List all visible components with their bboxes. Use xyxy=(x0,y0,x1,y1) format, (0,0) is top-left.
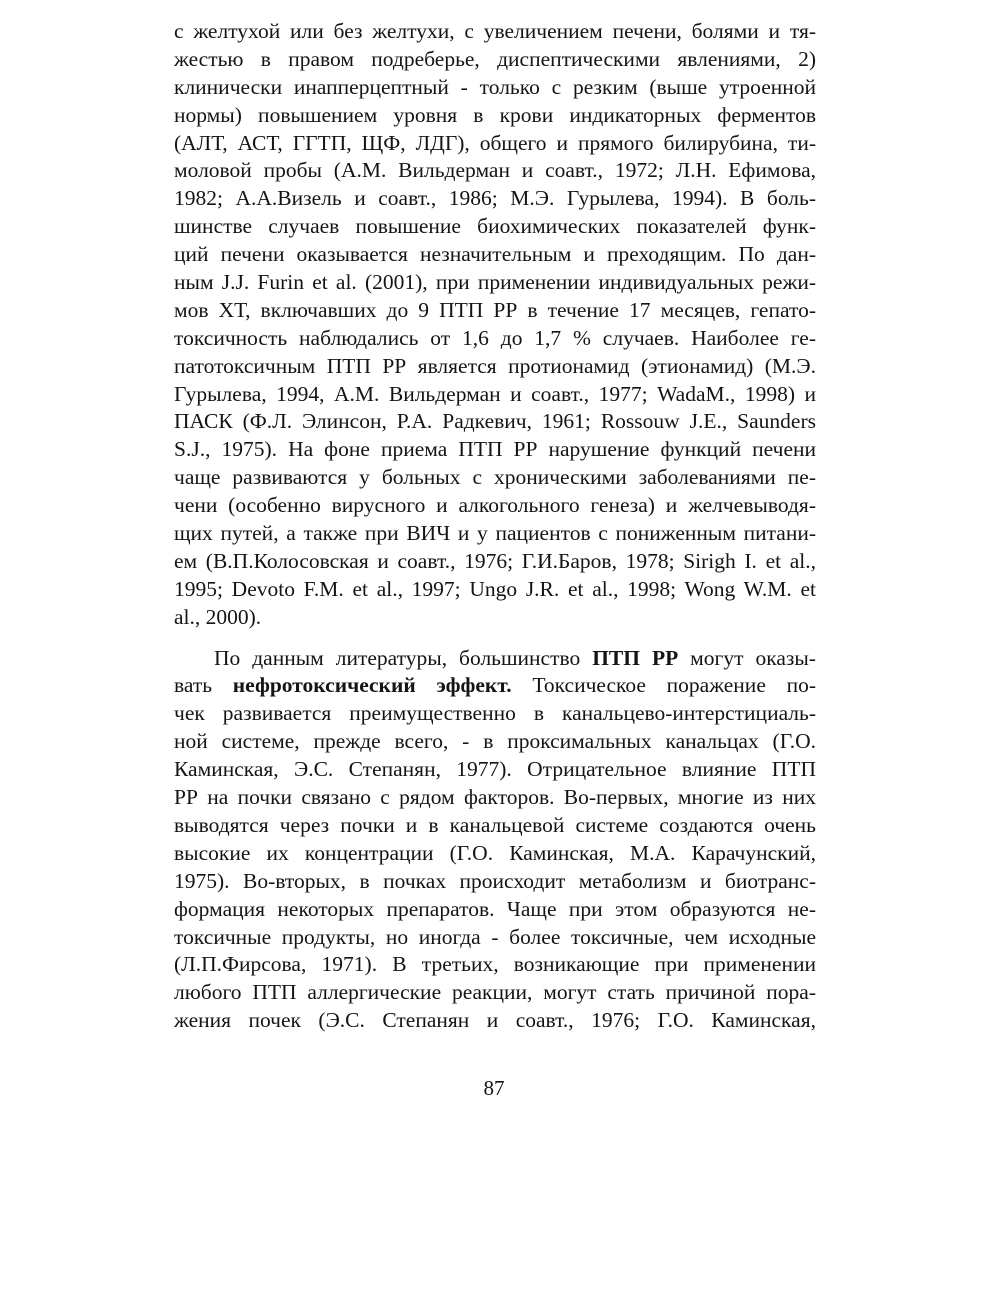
paragraph-1 xyxy=(174,18,816,632)
text-line: 1982; А.А.Визель и соавт., 1986; М.Э. Гурылева, 1994). В боль- xyxy=(174,186,816,211)
text-line: патотоксичным ПТП РР является протионамид (этионамид) (М.Э. xyxy=(174,353,816,378)
text-line: токсичность наблюдались от 1,6 до 1,7 % случаев. Наиболее ге- xyxy=(174,325,816,350)
text-line: токсичные продукты, но иногда - более токсичные, чем исходные xyxy=(174,924,816,949)
text-line: высокие их концентрации (Г.О. Каминская, М.А. Карачунский, xyxy=(174,840,816,865)
text-line: щих путей, а также при ВИЧ и у пациентов с пониженным питани- xyxy=(174,521,816,546)
text-line: чени (особенно вирусного и алкогольного генеза) и желчевыводя- xyxy=(174,493,816,518)
text-line: ной системе, прежде всего, - в проксимальных канальцах (Г.О. xyxy=(174,729,816,754)
text-line: Каминская, Э.С. Степанян, 1977). Отрицательное влияние ПТП xyxy=(174,757,816,782)
text-line: нормы) повышением уровня в крови индикаторных ферментов xyxy=(174,102,816,127)
text-line: 1995; Devoto F.M. et al., 1997; Ungo J.R. et al., 1998; Wong W.M. et xyxy=(174,576,816,601)
text-line: ем (В.П.Колосовская и соавт., 1976; Г.И.Баров, 1978; Sirigh I. et al., xyxy=(174,548,816,573)
page-number: 87 xyxy=(483,1076,505,1100)
text-line: выводятся через почки и в канальцевой системе создаются очень xyxy=(174,812,816,837)
text-line: клинически инапперцептный - только с резким (выше утроенной xyxy=(174,74,816,99)
text-line: ным J.J. Furin et al. (2001), при применении индивидуальных режи- xyxy=(174,270,816,295)
text-line: формация некоторых препаратов. Чаще при этом образуются не- xyxy=(174,896,816,921)
paragraph-2 xyxy=(174,645,816,1035)
bold-term: ПТП РР xyxy=(592,645,679,670)
text-run: могут оказы- xyxy=(678,645,816,670)
text-line: (Л.П.Фирсова, 1971). В третьих, возникающие при применении xyxy=(174,952,816,977)
text-line: ций печени оказывается незначительным и преходящим. По дан- xyxy=(174,242,816,267)
bold-term: нефротоксический эффект. xyxy=(232,673,512,698)
text-line: ПАСК (Ф.Л. Элинсон, Р.А. Радкевич, 1961; Rossouw J.E., Saunders xyxy=(174,409,816,434)
text-line: мов ХТ, включавших до 9 ПТП РР в течение 17 месяцев, гепато- xyxy=(174,297,816,322)
body-text xyxy=(174,18,816,1035)
text-line xyxy=(174,645,816,673)
text-line: S.J., 1975). На фоне приема ПТП РР нарушение функций печени xyxy=(174,437,816,462)
text-line: Гурылева, 1994, А.М. Вильдерман и соавт., 1977; WadaM., 1998) и xyxy=(174,381,816,406)
text-line: РР на почки связано с рядом факторов. Во-первых, многие из них xyxy=(174,785,816,810)
text-line: моловой пробы (А.М. Вильдерман и соавт., 1972; Л.Н. Ефимова, xyxy=(174,158,816,183)
text-line: чек развивается преимущественно в канальцево-интерстициаль- xyxy=(174,701,816,726)
text-run: вать xyxy=(174,673,233,698)
text-run: По данным литературы, большинство xyxy=(214,645,593,670)
text-line: 1975). Во-вторых, в почках происходит метаболизм и биотранс- xyxy=(174,868,816,893)
text-line: шинстве случаев повышение биохимических показателей функ- xyxy=(174,214,816,239)
text-line: (АЛТ, АСТ, ГГТП, ЩФ, ЛДГ), общего и прямого билирубина, ти- xyxy=(174,130,816,155)
text-line: с желтухой или без желтухи, с увеличением печени, болями и тя- xyxy=(174,19,816,43)
text-line: жестью в правом подреберье, диспептическими явлениями, 2) xyxy=(174,46,816,71)
paragraph-spacer xyxy=(174,632,816,645)
text-line: чаще развиваются у больных с хроническими заболеваниями пе- xyxy=(174,465,816,490)
text-line: любого ПТП аллергические реакции, могут стать причиной пора- xyxy=(174,980,816,1005)
text-run: Токсическое поражение по- xyxy=(511,673,817,698)
text-line xyxy=(174,672,816,700)
text-line: жения почек (Э.С. Степанян и соавт., 1976; Г.О. Каминская, xyxy=(174,1008,816,1033)
text-line: al., 2000). xyxy=(174,604,262,629)
